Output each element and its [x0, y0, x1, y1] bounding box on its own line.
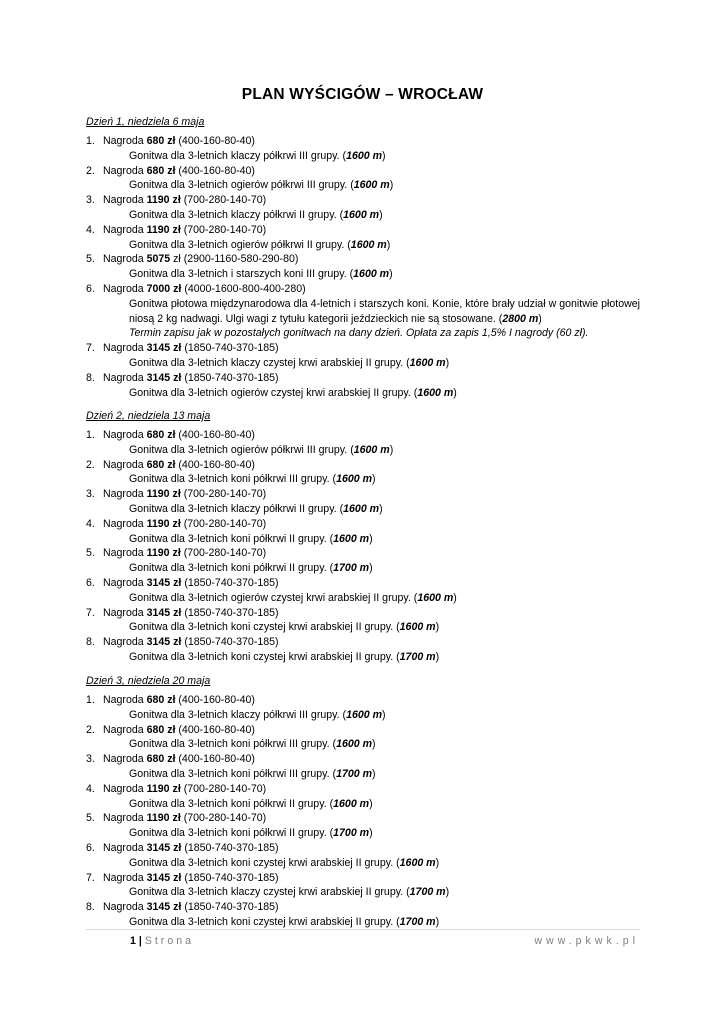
race-prize-line [103, 458, 255, 473]
prize-label: Nagroda [103, 488, 144, 501]
race-number: 2. [86, 458, 95, 471]
race-description: Gonitwa płotowa międzynarodowa dla 4-letnich i starszych koni. Konie, które brały udział w gonitwie płotowej niosą 2 kg nadwagi. Ulgi wagi z tytułu kategorii jeździeckich nie są stosowane. (2800 m) [129, 297, 640, 325]
race-item [86, 223, 640, 253]
race-desc-text: Gonitwa dla 3-letnich klaczy czystej krwi arabskiej II grupy. [129, 886, 404, 899]
race-item [86, 487, 640, 517]
race-prize-line [103, 811, 266, 826]
prize-split: (400-160-80-40) [178, 135, 255, 147]
race-distance: 1600 m [353, 179, 390, 192]
race-distance: 1600 m [353, 443, 390, 456]
race-distance: 1600 m [346, 708, 383, 721]
prize-split: (400-160-80-40) [178, 694, 255, 706]
race-prize-line [103, 576, 279, 591]
race-distance: 1600 m [417, 386, 454, 399]
race-item [86, 428, 640, 458]
prize-split: (1850-740-370-185) [184, 636, 279, 649]
race-item [86, 635, 640, 665]
prize-amount: 1190 zł [146, 782, 181, 795]
prize-amount: 680 zł [146, 694, 176, 706]
race-number: 7. [86, 342, 95, 355]
footer-page-word: Strona [144, 935, 194, 947]
race-prize-line [103, 193, 266, 208]
race-item [86, 458, 640, 488]
race-number: 8. [86, 371, 95, 384]
race-distance: 1700 m [333, 827, 370, 840]
race-distance: 1600 m [353, 268, 390, 281]
race-prize-line [103, 900, 279, 915]
prize-amount: 3145 zł [146, 606, 182, 619]
race-desc-text: Gonitwa dla 3-letnich koni czystej krwi arabskiej II grupy. [129, 856, 394, 869]
prize-amount: 1190 zł [146, 547, 181, 560]
race-number: 6. [86, 576, 95, 589]
race-list [86, 693, 640, 930]
race-prize-line [103, 752, 255, 767]
race-list [86, 428, 640, 665]
race-description: Gonitwa dla 3-letnich klaczy półkrwi III grupy. (1600 m) [129, 708, 386, 721]
prize-label: Nagroda [103, 429, 144, 441]
race-description: Gonitwa dla 3-letnich koni półkrwi II grupy. (1700 m) [129, 562, 373, 575]
prize-label: Nagroda [103, 342, 144, 355]
race-prize-line [103, 252, 298, 267]
race-description: Gonitwa dla 3-letnich koni czystej krwi arabskiej II grupy. (1600 m) [129, 621, 440, 634]
race-description: Gonitwa dla 3-letnich ogierów półkrwi II grupy. (1600 m) [129, 238, 391, 251]
prize-amount: 680 zł [146, 135, 176, 147]
race-item [86, 341, 640, 371]
race-number: 1. [86, 135, 95, 147]
prize-label: Nagroda [103, 576, 144, 589]
prize-split: (700-280-140-70) [183, 194, 267, 207]
prize-amount: 1190 zł [146, 194, 181, 207]
race-number: 6. [86, 841, 95, 854]
prize-label: Nagroda [103, 871, 144, 884]
race-prize-line [103, 723, 255, 738]
race-distance: 1600 m [333, 797, 370, 810]
race-desc-text: Gonitwa dla 3-letnich koni półkrwi II grupy. [129, 532, 327, 545]
race-description: Gonitwa dla 3-letnich koni półkrwi III grupy. (1700 m) [129, 767, 376, 780]
prize-split: (400-160-80-40) [178, 458, 255, 471]
race-description: Gonitwa dla 3-letnich ogierów czystej krwi arabskiej II grupy. (1600 m) [129, 591, 457, 604]
race-desc-text: Gonitwa płotowa międzynarodowa dla 4-letnich i starszych koni. Konie, które brały udział w gonitwie płotowej niosą 2 kg nadwagi. Ulgi wagi z tytułu kategorii jeździeckich nie są stosowane. [129, 297, 640, 325]
race-prize-line [103, 841, 279, 856]
race-item [86, 841, 640, 871]
race-prize-line [103, 371, 279, 386]
race-desc-text: Gonitwa dla 3-letnich koni półkrwi III grupy. [129, 767, 330, 780]
race-item [86, 811, 640, 841]
race-distance: 1600 m [343, 208, 380, 221]
race-distance: 1700 m [399, 650, 436, 663]
race-desc-text: Gonitwa dla 3-letnich ogierów półkrwi III grupy. [129, 443, 348, 456]
prize-split: (1850-740-370-185) [184, 606, 279, 619]
race-desc-text: Gonitwa dla 3-letnich i starszych koni III grupy. [129, 268, 347, 281]
race-number: 5. [86, 547, 95, 560]
page-title: PLAN WYŚCIGÓW – WROCŁAW [241, 86, 484, 103]
race-number: 6. [86, 282, 95, 295]
prize-amount: 5075 [146, 253, 171, 266]
prize-amount: 680 zł [146, 723, 176, 736]
prize-amount: 3145 zł [146, 871, 182, 884]
prize-split: (4000-1600-800-400-280) [184, 282, 306, 295]
race-prize-line [103, 606, 279, 621]
race-description: Gonitwa dla 3-letnich koni półkrwi II grupy. (1600 m) [129, 797, 373, 810]
race-number: 8. [86, 901, 95, 914]
prize-label: Nagroda [103, 194, 144, 207]
race-desc-text: Gonitwa dla 3-letnich ogierów czystej krwi arabskiej II grupy. [129, 386, 411, 399]
race-description: Gonitwa dla 3-letnich ogierów półkrwi III grupy. (1600 m) [129, 179, 394, 192]
race-description: Gonitwa dla 3-letnich klaczy czystej krwi arabskiej II grupy. (1700 m) [129, 886, 450, 899]
race-prize-line [103, 635, 279, 650]
race-number: 7. [86, 871, 95, 884]
prize-amount: 680 zł [146, 429, 176, 441]
prize-label: Nagroda [103, 547, 144, 560]
race-desc-text: Gonitwa dla 3-letnich koni czystej krwi arabskiej II grupy. [129, 650, 394, 663]
race-number: 1. [86, 429, 95, 441]
prize-split: (700-280-140-70) [183, 782, 267, 795]
prize-split: (400-160-80-40) [178, 723, 255, 736]
race-description: Gonitwa dla 3-letnich koni półkrwi III grupy. (1600 m) [129, 738, 376, 751]
race-item [86, 517, 640, 547]
race-list [86, 134, 640, 400]
race-number: 2. [86, 164, 95, 177]
race-prize-line [103, 782, 266, 797]
race-number: 2. [86, 723, 95, 736]
race-desc-text: Gonitwa dla 3-letnich ogierów półkrwi III grupy. [129, 179, 348, 192]
race-prize-line [103, 487, 266, 502]
race-item [86, 193, 640, 223]
prize-split: (700-280-140-70) [183, 547, 267, 560]
race-prize-line [103, 517, 266, 532]
prize-amount: 3145 zł [146, 342, 182, 355]
prize-amount: 3145 zł [146, 636, 182, 649]
prize-label: Nagroda [103, 812, 144, 825]
prize-label: Nagroda [103, 253, 144, 266]
prize-amount: 3145 zł [146, 901, 182, 914]
prize-label: Nagroda [103, 782, 144, 795]
prize-label: Nagroda [103, 841, 144, 854]
race-desc-text: Gonitwa dla 3-letnich klaczy półkrwi II grupy. [129, 208, 337, 221]
race-desc-text: Gonitwa dla 3-letnich koni półkrwi III grupy. [129, 473, 330, 486]
race-item [86, 900, 640, 930]
footer-divider [86, 929, 640, 930]
prize-amount: 1190 zł [146, 488, 181, 501]
prize-label: Nagroda [103, 753, 144, 766]
race-distance: 1600 m [350, 238, 387, 251]
race-number: 7. [86, 606, 95, 619]
race-prize-line [103, 134, 255, 149]
race-item [86, 164, 640, 194]
prize-amount: 1190 zł [146, 517, 181, 530]
prize-label: Nagroda [103, 517, 144, 530]
race-desc-text: Gonitwa dla 3-letnich koni półkrwi II grupy. [129, 797, 327, 810]
page-number: 1 [130, 935, 136, 947]
race-description: Gonitwa dla 3-letnich koni czystej krwi arabskiej II grupy. (1700 m) [129, 650, 440, 663]
race-item [86, 134, 640, 164]
race-item [86, 871, 640, 901]
prize-amount: 3145 zł [146, 371, 182, 384]
day-heading: Dzień 2, niedziela 13 maja [86, 410, 211, 422]
race-distance: 1700 m [333, 562, 370, 575]
prize-split: (1850-740-370-185) [184, 901, 279, 914]
race-description: Gonitwa dla 3-letnich klaczy półkrwi II grupy. (1600 m) [129, 502, 383, 515]
prize-split: (1850-740-370-185) [184, 342, 279, 355]
race-description: Gonitwa dla 3-letnich koni czystej krwi arabskiej II grupy. (1700 m) [129, 915, 440, 928]
race-distance: 1600 m [336, 473, 373, 486]
race-item [86, 576, 640, 606]
race-number: 5. [86, 812, 95, 825]
race-item [86, 693, 640, 723]
prize-amount: 7000 zł [146, 282, 182, 295]
race-item [86, 606, 640, 636]
prize-amount: 680 zł [146, 753, 176, 766]
race-prize-line [103, 341, 279, 356]
race-number: 5. [86, 253, 95, 266]
prize-label: Nagroda [103, 458, 144, 471]
race-distance: 1600 m [399, 621, 436, 634]
race-distance: 1600 m [417, 591, 454, 604]
race-item [86, 282, 640, 341]
race-description: Gonitwa dla 3-letnich ogierów czystej krwi arabskiej II grupy. (1600 m) [129, 386, 457, 399]
prize-split: (1850-740-370-185) [184, 841, 279, 854]
prize-label: Nagroda [103, 694, 144, 706]
day-heading: Dzień 3, niedziela 20 maja [86, 675, 211, 687]
race-desc-text: Gonitwa dla 3-letnich koni czystej krwi arabskiej II grupy. [129, 915, 394, 928]
race-distance: 1700 m [336, 767, 373, 780]
prize-amount: 1190 zł [146, 223, 181, 236]
race-number: 4. [86, 517, 95, 530]
prize-split: (400-160-80-40) [178, 753, 255, 766]
prize-split: (700-280-140-70) [183, 517, 267, 530]
footer-separator: | [138, 935, 142, 947]
prize-amount: 3145 zł [146, 576, 182, 589]
race-desc-text: Gonitwa dla 3-letnich klaczy półkrwi III grupy. [129, 149, 340, 162]
prize-label: Nagroda [103, 135, 144, 147]
prize-amount: 680 zł [146, 458, 176, 471]
race-item [86, 252, 640, 282]
race-prize-line [103, 546, 266, 561]
race-number: 4. [86, 782, 95, 795]
race-distance: 1600 m [399, 856, 436, 869]
race-desc-text: Gonitwa dla 3-letnich ogierów czystej krwi arabskiej II grupy. [129, 591, 411, 604]
race-number: 1. [86, 694, 95, 706]
prize-split: (700-280-140-70) [183, 223, 267, 236]
prize-split: (1850-740-370-185) [184, 871, 279, 884]
prize-label: Nagroda [103, 164, 144, 177]
race-description: Gonitwa dla 3-letnich koni półkrwi III grupy. (1600 m) [129, 473, 376, 486]
prize-split: (2900-1160-580-290-80) [183, 253, 299, 266]
race-number: 3. [86, 194, 95, 207]
race-description: Gonitwa dla 3-letnich ogierów półkrwi III grupy. (1600 m) [129, 443, 394, 456]
prize-label: Nagroda [103, 282, 144, 295]
race-number: 3. [86, 753, 95, 766]
race-note: Termin zapisu jak w pozostałych gonitwach na dany dzień. Opłata za zapis 1,5% I nagrody (60 zł). [129, 327, 589, 340]
race-desc-text: Gonitwa dla 3-letnich ogierów półkrwi II grupy. [129, 238, 345, 251]
race-desc-text: Gonitwa dla 3-letnich koni czystej krwi arabskiej II grupy. [129, 621, 394, 634]
prize-label: Nagroda [103, 223, 144, 236]
race-distance: 1600 m [409, 356, 446, 369]
race-distance: 1600 m [343, 502, 380, 515]
race-desc-text: Gonitwa dla 3-letnich koni półkrwi III grupy. [129, 738, 330, 751]
race-description: Gonitwa dla 3-letnich klaczy półkrwi III grupy. (1600 m) [129, 149, 386, 162]
race-prize-line [103, 871, 279, 886]
race-prize-line [103, 164, 255, 179]
prize-split: (700-280-140-70) [183, 488, 267, 501]
race-distance: 2800 m [502, 312, 539, 325]
race-prize-line [103, 428, 255, 443]
race-item [86, 752, 640, 782]
prize-split: (1850-740-370-185) [184, 576, 279, 589]
race-desc-text: Gonitwa dla 3-letnich koni półkrwi II grupy. [129, 827, 327, 840]
race-description: Gonitwa dla 3-letnich koni półkrwi II grupy. (1700 m) [129, 827, 373, 840]
race-distance: 1600 m [336, 738, 373, 751]
race-distance: 1700 m [409, 886, 446, 899]
day-heading: Dzień 1, niedziela 6 maja [86, 116, 205, 128]
race-desc-text: Gonitwa dla 3-letnich klaczy czystej krwi arabskiej II grupy. [129, 356, 404, 369]
race-number: 8. [86, 636, 95, 649]
prize-amount: 1190 zł [146, 812, 181, 825]
prize-label: Nagroda [103, 901, 144, 914]
race-prize-line [103, 282, 306, 297]
prize-split: (700-280-140-70) [183, 812, 267, 825]
race-number: 4. [86, 223, 95, 236]
race-desc-text: Gonitwa dla 3-letnich klaczy półkrwi III grupy. [129, 708, 340, 721]
race-prize-line [103, 693, 255, 708]
race-desc-text: Gonitwa dla 3-letnich klaczy półkrwi II grupy. [129, 502, 337, 515]
race-distance: 1700 m [399, 915, 436, 928]
race-desc-text: Gonitwa dla 3-letnich koni półkrwi II grupy. [129, 562, 327, 575]
race-description: Gonitwa dla 3-letnich klaczy czystej krwi arabskiej II grupy. (1600 m) [129, 356, 450, 369]
prize-amount: 3145 zł [146, 841, 182, 854]
prize-split: (1850-740-370-185) [184, 371, 279, 384]
race-description: Gonitwa dla 3-letnich klaczy półkrwi II grupy. (1600 m) [129, 208, 383, 221]
race-distance: 1600 m [346, 149, 383, 162]
prize-label: Nagroda [103, 723, 144, 736]
footer-page-number [130, 934, 194, 949]
race-item [86, 546, 640, 576]
race-distance: 1600 m [333, 532, 370, 545]
prize-label: Nagroda [103, 606, 144, 619]
race-item [86, 371, 640, 401]
race-item [86, 723, 640, 753]
prize-label: Nagroda [103, 371, 144, 384]
prize-label: Nagroda [103, 636, 144, 649]
prize-unit: zł [173, 253, 181, 266]
race-item [86, 782, 640, 812]
race-description: Gonitwa dla 3-letnich i starszych koni III grupy. (1600 m) [129, 268, 393, 281]
footer-url: www.pkwk.pl [534, 935, 639, 947]
race-number: 3. [86, 488, 95, 501]
prize-split: (400-160-80-40) [178, 164, 255, 177]
prize-split: (400-160-80-40) [178, 429, 255, 441]
race-description: Gonitwa dla 3-letnich koni półkrwi II grupy. (1600 m) [129, 532, 373, 545]
race-prize-line [103, 223, 266, 238]
race-description: Gonitwa dla 3-letnich koni czystej krwi arabskiej II grupy. (1600 m) [129, 856, 440, 869]
prize-amount: 680 zł [146, 164, 176, 177]
